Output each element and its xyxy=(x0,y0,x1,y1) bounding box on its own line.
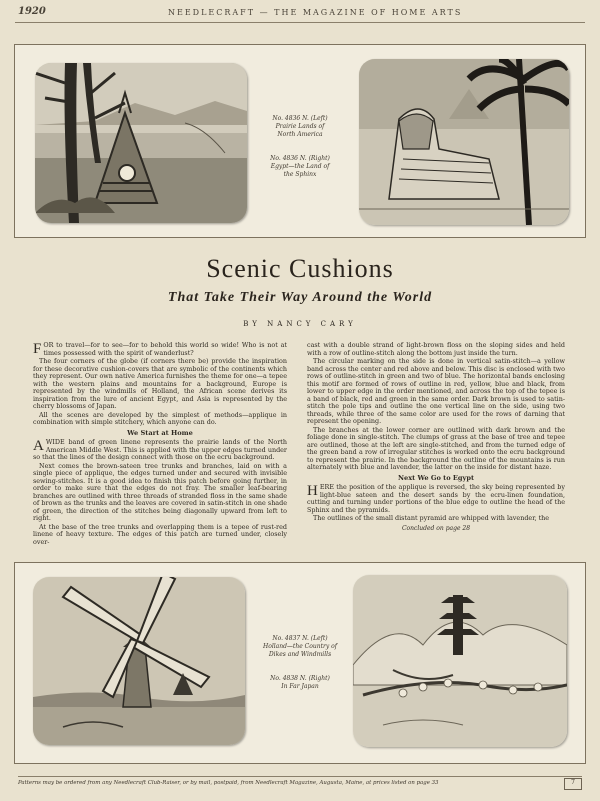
bottom-photo-frame xyxy=(14,562,586,764)
section-heading: We Start at Home xyxy=(127,428,193,437)
article-byline: BY NANCY CARY xyxy=(243,320,357,328)
caption-title-2: Dikes and Windmills xyxy=(268,651,332,658)
article-right-column xyxy=(307,342,565,532)
article-subtitle: That Take Their Way Around the World xyxy=(167,290,433,305)
article-title: Scenic Cushions xyxy=(206,254,394,283)
header-rule xyxy=(15,22,585,23)
caption-title: Prairie Lands of xyxy=(275,123,325,130)
paragraph xyxy=(33,342,287,357)
caption-title-2: North America xyxy=(277,131,323,138)
caption-title-2: the Sphinx xyxy=(283,171,317,178)
caption-number: No. 4836 N. (Left) xyxy=(272,115,328,122)
japan-cushion-image xyxy=(353,575,567,747)
top-left-caption xyxy=(255,115,345,139)
header-masthead: NEEDLECRAFT — THE MAGAZINE OF HOME ARTS xyxy=(168,8,463,17)
caption-number: No. 4837 N. (Left) xyxy=(272,635,328,642)
caption-title: Holland—the Country of xyxy=(262,643,338,650)
paragraph-text: OR to travel—for to see—for to behold this world so wide! Who is not at times possessed with the spirit of wanderlust? xyxy=(43,341,287,357)
holland-cushion-image xyxy=(33,577,245,745)
drop-cap: A xyxy=(33,438,44,454)
paragraph: At the base of the tree trunks and overlapping them is a tepee of rust-red linene of heavy texture. The edges of this patch are turned under, closely over- xyxy=(33,522,287,546)
egypt-cushion-image xyxy=(359,59,569,225)
paragraph-text: ERE the position of the applique is reversed, the sky being represented by light-blue sateen and the desert sands by the ecru-linen foundation, cutting and turning under portions of the blue edge to outline the head of the Sphinx and the pyramids. xyxy=(307,483,565,514)
paragraph: The circular marking on the side is done in vertical satin-stitch—a yellow band across the center and red above and below. This disc is enclosed with two rows of outline-stitch in green and two of blue. The horizontal bands enclosing this motif are formed of rows of outline in red, yellow, blue and black, from lower to upper edge in the order mentioned, and across the top of the tepee is a band of black, red and green in the same order. Dark brown is used to satin-stitch the pole tips and outline the one vertical line on the side, using two threads, while three of the same color are used for the rows of darning that represent the opening. xyxy=(307,357,565,425)
paragraph: All the scenes are developed by the simplest of methods—applique in combination with simple stitchery, which anyone can do. xyxy=(33,410,287,426)
paragraph xyxy=(307,484,565,514)
caption-title: Egypt—the Land of xyxy=(270,163,330,170)
bottom-left-caption xyxy=(253,635,347,659)
top-right-caption xyxy=(255,155,345,179)
paragraph: Next comes the brown-sateen tree trunks and branches, laid on with a single piece of applique, the edges turned under and secured with invisible sewing-stitches. It is a good idea to finish this patch before going further, in order to make sure that the edges do not fray. The smaller leaf-bearing branches are outlined with three threads of stranded floss in the same shade of brown as the trunks and the leaves are covered in satin-stitch in one shade of green, the direction of the stitches being diagonally upward from left to right. xyxy=(33,461,287,522)
page-header xyxy=(18,6,582,20)
paragraph-text: WIDE band of green linene represents the prairie lands of the North American Middle West. This is applied with the upper edges turned under so that the lines of the design connect with those on the ecru background. xyxy=(33,438,287,461)
caption-number: No. 4836 N. (Right) xyxy=(270,155,330,162)
caption-number: No. 4838 N. (Right) xyxy=(270,675,330,682)
top-photo-frame xyxy=(14,44,586,238)
paragraph: The four corners of the globe (if corners there be) provide the inspiration for these decorative cushion-covers that are symbolic of the continents which they represent. Our own native America furnishes the theme for one—a tepee with the western plains and mountains for a background, Europe is represented by the windmills of Holland, the African scene derives its inspiration from the lure of ancient Egypt, and Asia is represented by the cherry blossoms of Japan. xyxy=(33,357,287,410)
header-year: 1920 xyxy=(18,6,46,17)
article-left-column xyxy=(33,342,287,547)
drop-cap: H xyxy=(307,483,318,499)
paragraph xyxy=(33,439,287,462)
paragraph: The outlines of the small distant pyramid are whipped with lavender, the xyxy=(313,514,550,522)
footer-note: Patterns may be ordered from any Needlecraft Club-Raiser, or by mail, postpaid, from Needlecraft Magazine, Augusta, Maine, at prices listed on page 33 xyxy=(18,780,439,786)
paragraph: The branches at the lower corner are outlined with dark brown and the foliage done in single-stitch. The clumps of grass at the base of tree and tepee are outlined, those at the left are single-stitched, and from the turned edge of the green band a row of irregular stitches is worked onto the ecru background to represent the prairie. In the background the outline of the mountains is run alternately with blue and lavender, the latter on the inside for distant haze. xyxy=(307,425,565,471)
prairie-cushion-image xyxy=(35,63,247,223)
caption-title: In Far Japan xyxy=(281,683,319,690)
bottom-right-caption xyxy=(253,675,347,691)
paragraph: cast with a double strand of light-brown floss on the sloping sides and held with a row of outline-stitch along the bottom just inside the turn. xyxy=(307,341,565,357)
drop-cap: F xyxy=(33,341,42,357)
continued-note: Concluded on page 28 xyxy=(401,524,471,532)
section-heading: Next We Go to Egypt xyxy=(397,473,475,482)
page-number: 7 xyxy=(564,778,582,790)
page-footer xyxy=(18,776,582,792)
